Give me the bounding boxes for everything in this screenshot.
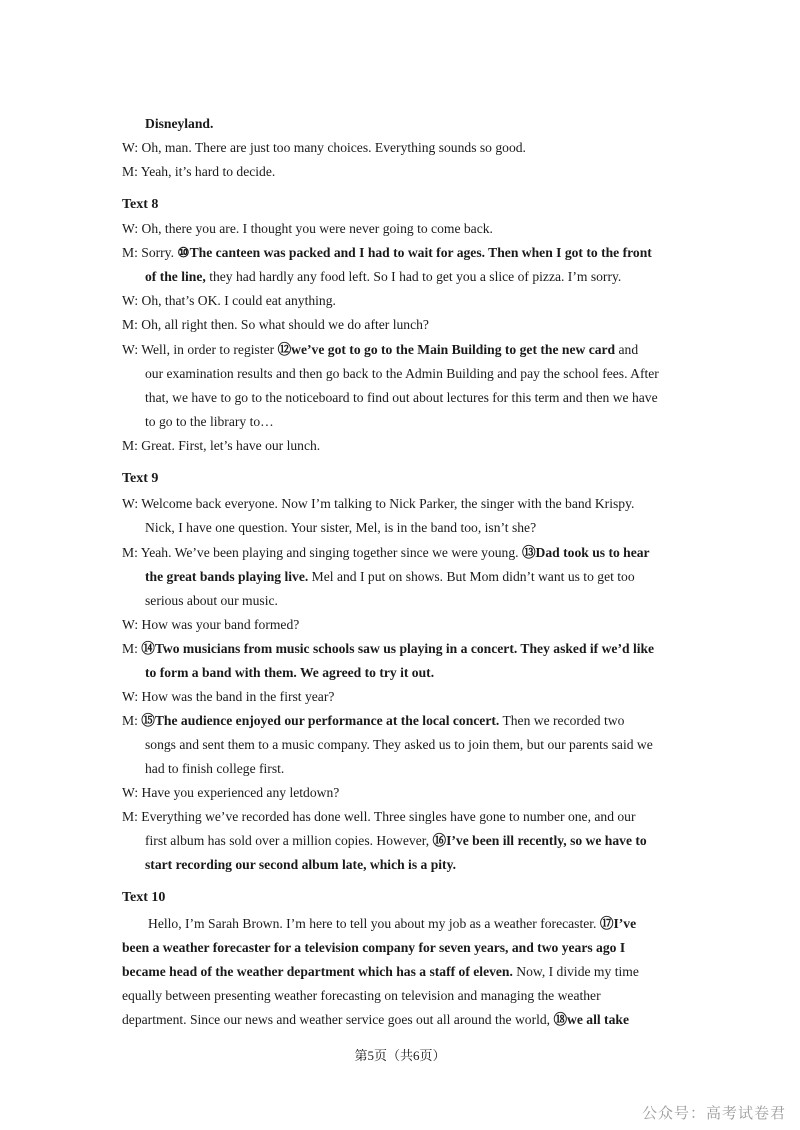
section-heading xyxy=(122,193,720,217)
line-text: M: Yeah. We’ve been playing and singing together since we were young. xyxy=(122,545,522,560)
line-text: W: How was your band formed? xyxy=(122,617,300,632)
line-text: that, we have to go to the noticeboard to find out about lectures for this term and then we have xyxy=(145,390,658,405)
text-line xyxy=(122,338,720,362)
bold-answer-text: of the line, xyxy=(145,269,206,284)
line-text: M: Oh, all right then. So what should we do after lunch? xyxy=(122,317,429,332)
bold-answer-text: to form a band with them. We agreed to try it out. xyxy=(145,665,435,680)
text-line xyxy=(122,541,720,565)
text-line xyxy=(122,313,720,337)
text-line xyxy=(145,265,720,289)
watermark: 公众号：高考试卷君 xyxy=(641,1104,786,1122)
section-heading xyxy=(122,886,720,910)
bold-answer-text: Text 8 xyxy=(122,197,159,212)
section-heading xyxy=(122,467,720,491)
line-text: Nick, I have one question. Your sister, Mel, is in the band too, isn’t she? xyxy=(145,520,537,535)
bold-answer-text: ⑮The audience enjoyed our performance at the local concert. xyxy=(141,713,500,728)
line-text: M: xyxy=(122,641,142,656)
text-line xyxy=(145,853,720,877)
text-line xyxy=(122,1008,720,1032)
text-line xyxy=(145,410,720,434)
bold-answer-text: start recording our second album late, which is a pity. xyxy=(145,857,457,872)
line-text: our examination results and then go back to the Admin Building and pay the school fees. After xyxy=(145,366,659,381)
text-line xyxy=(122,241,720,265)
text-line xyxy=(122,709,720,733)
line-text: serious about our music. xyxy=(145,593,278,608)
text-line xyxy=(122,960,720,984)
bold-answer-text: ⑯I’ve been ill recently, so we have to xyxy=(432,833,647,848)
line-text: W: Have you experienced any letdown? xyxy=(122,785,340,800)
text-line xyxy=(145,829,720,853)
line-text: equally between presenting weather forecasting on television and managing the weather xyxy=(122,988,601,1003)
line-text: M: Great. First, let’s have our lunch. xyxy=(122,438,321,453)
bold-answer-text: ⑬Dad took us to hear xyxy=(521,545,650,560)
line-text: W: Oh, man. There are just too many choices. Everything sounds so good. xyxy=(122,140,526,155)
text-line xyxy=(122,160,720,184)
bold-answer-text: ⑫we’ve got to go to the Main Building to get the new card xyxy=(277,342,616,357)
text-line xyxy=(145,516,720,540)
line-text: M: Everything we’ve recorded has done well. Three singles have gone to number one, and our xyxy=(122,809,636,824)
text-line xyxy=(145,589,720,613)
text-line xyxy=(122,805,720,829)
text-line xyxy=(122,984,720,1008)
text-line xyxy=(145,565,720,589)
text-line xyxy=(122,781,720,805)
text-line xyxy=(145,661,720,685)
text-line xyxy=(145,386,720,410)
text-line xyxy=(122,613,720,637)
text-line xyxy=(145,362,720,386)
line-text: Hello, I’m Sarah Brown. I’m here to tell you about my job as a weather forecaster. xyxy=(148,916,600,931)
line-text: first album has sold over a million copies. However, xyxy=(145,833,433,848)
line-text: Now, I divide my time xyxy=(512,964,639,979)
text-line xyxy=(122,434,720,458)
text-line xyxy=(122,289,720,313)
bold-answer-text: Text 10 xyxy=(122,890,166,905)
line-text: they had hardly any food left. So I had to get you a slice of pizza. I’m sorry. xyxy=(205,269,622,284)
line-text: had to finish college first. xyxy=(145,761,285,776)
bold-answer-text: Text 9 xyxy=(122,471,159,486)
text-line xyxy=(145,112,720,136)
line-text: to go to the library to… xyxy=(145,414,274,429)
bold-answer-text: been a weather forecaster for a television company for seven years, and two years ago I xyxy=(122,940,626,955)
bold-answer-text: the great bands playing live. xyxy=(145,569,309,584)
line-text: and xyxy=(615,342,639,357)
line-text: Then we recorded two xyxy=(499,713,625,728)
text-line xyxy=(122,492,720,516)
bold-answer-text: became head of the weather department which has a staff of eleven. xyxy=(122,964,513,979)
bold-answer-text: ⑭Two musicians from music schools saw us playing in a concert. They asked if we’d like xyxy=(141,641,655,656)
bold-answer-text: Disneyland. xyxy=(145,116,214,131)
line-text: M: Yeah, it’s hard to decide. xyxy=(122,164,276,179)
line-text: M: xyxy=(122,713,142,728)
text-line xyxy=(148,912,720,936)
bold-answer-text: ⑱we all take xyxy=(553,1012,629,1027)
text-line xyxy=(145,757,720,781)
line-text: M: Sorry. xyxy=(122,245,178,260)
text-line xyxy=(145,733,720,757)
line-text: department. Since our news and weather service goes out all around the world, xyxy=(122,1012,554,1027)
text-line xyxy=(122,217,720,241)
line-text: Mel and I put on shows. But Mom didn’t want us to get too xyxy=(308,569,635,584)
bold-answer-text: ⑰I’ve xyxy=(599,916,637,931)
text-line xyxy=(122,685,720,709)
line-text: songs and sent them to a music company. They asked us to join them, but our parents said we xyxy=(145,737,653,752)
page-number: 第5页（共6页） xyxy=(354,1048,446,1063)
line-text: W: How was the band in the first year? xyxy=(122,689,335,704)
line-text: W: Welcome back everyone. Now I’m talking to Nick Parker, the singer with the band Krispy. xyxy=(122,496,635,511)
text-line xyxy=(122,136,720,160)
bold-answer-text: ⑩The canteen was packed and I had to wait for ages. Then when I got to the front xyxy=(177,245,652,260)
text-line xyxy=(122,637,720,661)
line-text: W: Well, in order to register xyxy=(122,342,278,357)
line-text: W: Oh, there you are. I thought you were never going to come back. xyxy=(122,221,493,236)
text-line xyxy=(122,936,720,960)
line-text: W: Oh, that’s OK. I could eat anything. xyxy=(122,293,336,308)
